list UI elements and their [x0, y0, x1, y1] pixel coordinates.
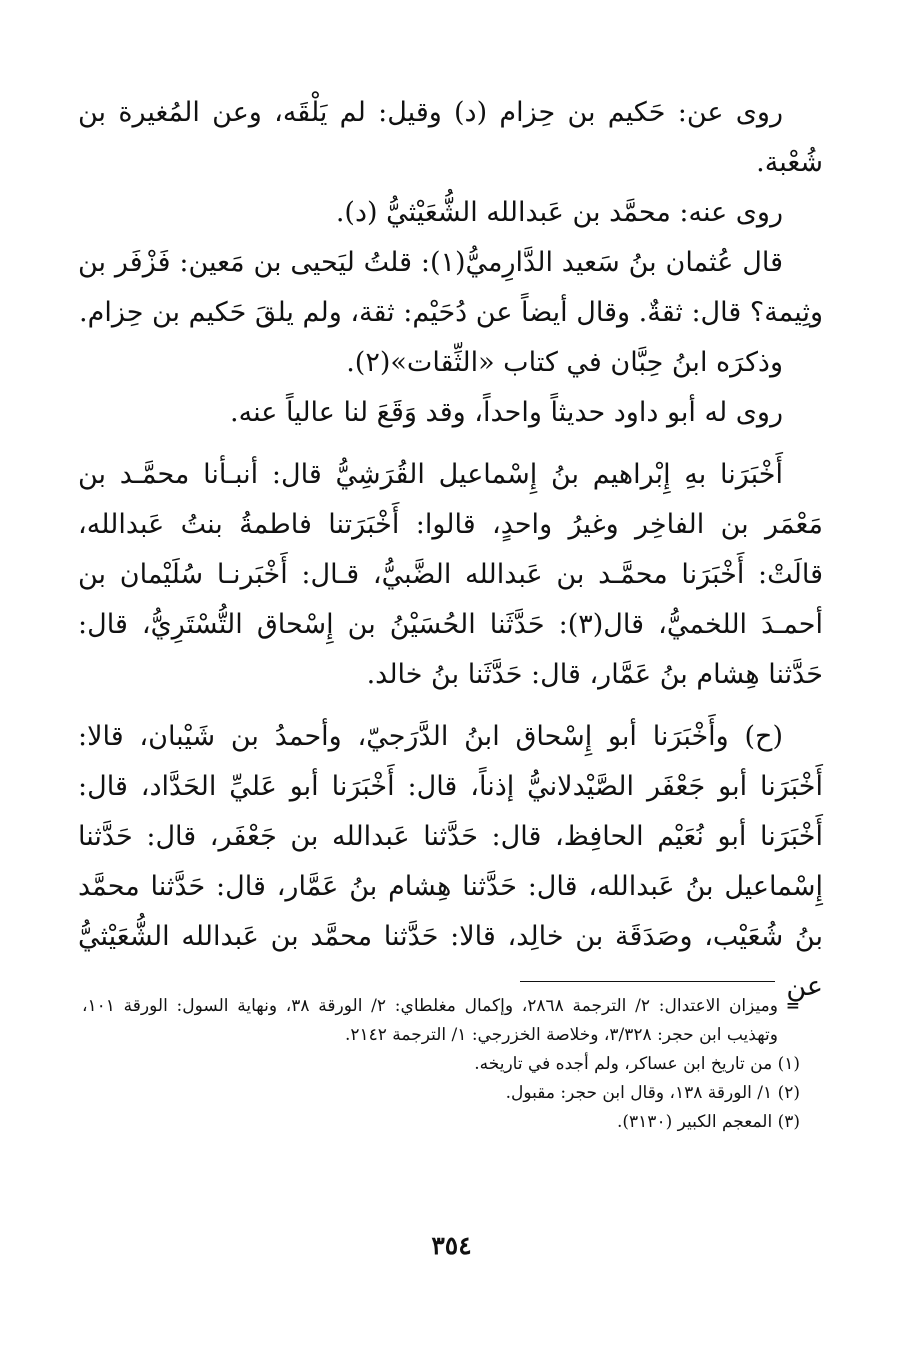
footnote-separator: [520, 981, 775, 982]
paragraph-uthman-quote: قال عُثمان بنُ سَعيد الدَّارِميُّ(١): قلتُ ليَحيى بن مَعين: فَزْفَر بن وثِيمة؟ قال: ثقةٌ. وقال أيضاً عن دُحَيْم: ثقة، ولم يلقَ حَكيم بن حِزام.: [78, 247, 823, 328]
main-text: [78, 88, 823, 1012]
footnote-1: (١) من تاريخ ابن عساكر، ولم أجده في تاريخه.: [474, 1054, 800, 1074]
paragraph-narrated-from: روى عن: حَكيم بن حِزام (د) وقيل: لم يَلْقَه، وعن المُغيرة بن شُعْبة.: [78, 97, 823, 178]
continuation-mark: =: [785, 996, 800, 1016]
page-number: ٣٥٤: [431, 1231, 472, 1260]
footnote-continuation-text: وميزان الاعتدال: ٢/ الترجمة ٢٨٦٨، وإكمال مغلطاي: ٢/ الورقة ٣٨، ونهاية السول: الورقة ١٠١، وتهذيب ابن حجر: ٣/٣٢٨، وخلاصة الخزرجي: ١/ الترجمة ٢١٤٢.: [82, 996, 778, 1045]
paragraph-isnad-1: أَخْبَرَنا بهِ إِبْراهيم بنُ إِسْماعيل القُرَشِيُّ قال: أنبـأنا محمَّـد بن مَعْمَر بن الفاخِر وغيرُ واحدٍ، قالوا: أَخْبَرَتنا فاطمةُ بنتُ عَبدالله، قالَتْ: أَخْبَرَنا محمَّـد بن عَبدالله الضَّبيُّ، قـال: أَخْبَرنـا سُلَيْمان بن أحمـدَ اللخميُّ، قال(٣): حَدَّثَنا الحُسَيْنُ بن إِسْحاق التُّسْتَرِيُّ، قال: حَدَّثنا هِشام بنُ عَمَّار، قال: حَدَّثَنا بنُ خالد.: [78, 459, 823, 690]
paragraph-isnad-2: (ح) وأَخْبَرَنا أبو إِسْحاق ابنُ الدَّرَجيّ، وأحمدُ بن شَيْبان، قالا: أَخْبَرَنا أبو جَعْفَر الصَّيْدلانيُّ إذناً، قال: أَخْبَرَنا أبو عَليِّ الحَدَّاد، قال: أَخْبَرَنا أبو نُعَيْم الحافِظ، قال: حَدَّثنا عَبدالله بن جَعْفَر، قال: حَدَّثنا إِسْماعيل بنُ عَبدالله، قال: حَدَّثنا هِشام بنُ عَمَّار، قال: حَدَّثنا محمَّد بنُ شُعَيْب، وصَدَقَة بن خالِد، قالا: حَدَّثنا محمَّد بن عَبدالله الشُّعَيْثيُّ عن: [78, 721, 823, 1002]
paragraph-ibn-hibban: وذكرَه ابنُ حِبَّان في كتاب «الثِّقات»(٢).: [346, 347, 783, 378]
footnote-2: (٢) ١/ الورقة ١٣٨، وقال ابن حجر: مقبول.: [505, 1083, 800, 1103]
footnotes: [82, 992, 800, 1137]
paragraph-narrated-by: روى عنه: محمَّد بن عَبدالله الشُّعَيْثيُّ (د).: [335, 197, 783, 228]
footnote-continuation: [82, 992, 800, 1050]
footnote-3: (٣) المعجم الكبير (٣١٣٠).: [617, 1112, 800, 1132]
paragraph-abu-dawud: روى له أبو داود حديثاً واحداً، وقد وَقَعَ لنا عالياً عنه.: [230, 397, 783, 428]
